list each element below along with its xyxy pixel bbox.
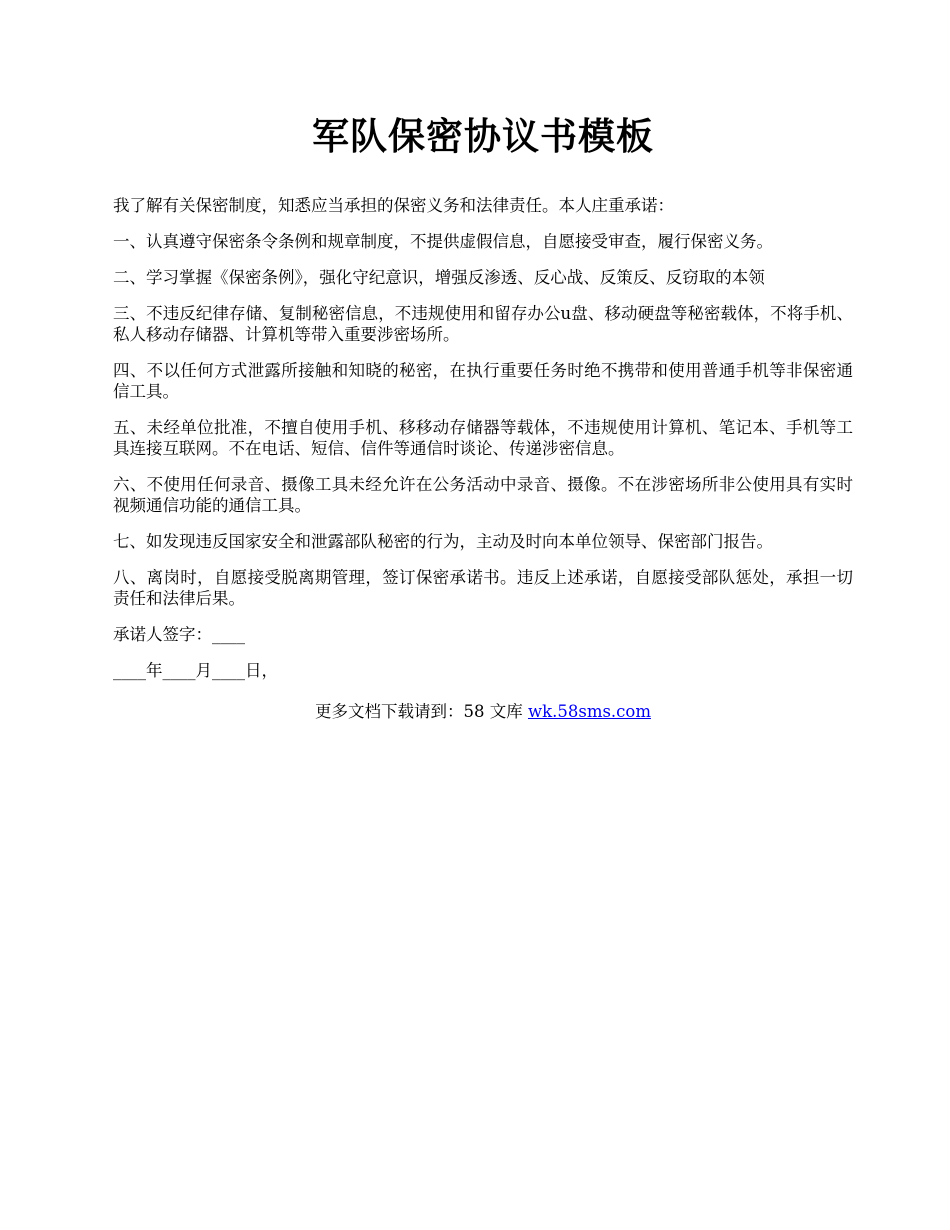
commitment-item-5: 五、未经单位批准，不擅自使用手机、移移动存储器等载体，不违规使用计算机、笔记本、手机等工具连接互联网。不在电话、短信、信件等通信时谈论、传递涉密信息。 — [113, 418, 853, 458]
commitment-item-8: 八、离岗时，自愿接受脱离期管理，签订保密承诺书。违反上述承诺，自愿接受部队惩处，承担一切责任和法律后果。 — [113, 568, 853, 608]
date-line: ____年____月____日， — [113, 661, 278, 680]
footer-text: 更多文档下载请到：58 文库 — [314, 702, 528, 721]
commitment-item-1: 一、认真遵守保密条令条例和规章制度，不提供虚假信息，自愿接受审查，履行保密义务。 — [113, 232, 773, 251]
commitment-item-3: 三、不违反纪律存储、复制秘密信息，不违规使用和留存办公u盘、移动硬盘等秘密载体，不将手机、私人移动存储器、计算机等带入重要涉密场所。 — [113, 304, 853, 344]
document-page — [113, 108, 853, 722]
download-footer — [113, 701, 853, 722]
signature-line: 承诺人签字：____ — [113, 625, 245, 644]
commitment-item-4: 四、不以任何方式泄露所接触和知晓的秘密，在执行重要任务时绝不携带和使用普通手机等非保密通信工具。 — [113, 361, 853, 401]
commitment-item-7: 七、如发现违反国家安全和泄露部队秘密的行为，主动及时向本单位领导、保密部门报告。 — [113, 532, 773, 551]
commitment-item-6: 六、不使用任何录音、摄像工具未经允许在公务活动中录音、摄像。不在涉密场所非公使用具有实时视频通信功能的通信工具。 — [113, 475, 853, 515]
intro-paragraph: 我了解有关保密制度，知悉应当承担的保密义务和法律责任。本人庄重承诺： — [113, 196, 674, 215]
footer-link[interactable]: wk.58sms.com — [527, 702, 651, 721]
commitment-item-2: 二、学习掌握《保密条例》，强化守纪意识，增强反渗透、反心战、反策反、反窃取的本领 — [113, 268, 765, 287]
document-title: 军队保密协议书模板 — [312, 114, 654, 158]
